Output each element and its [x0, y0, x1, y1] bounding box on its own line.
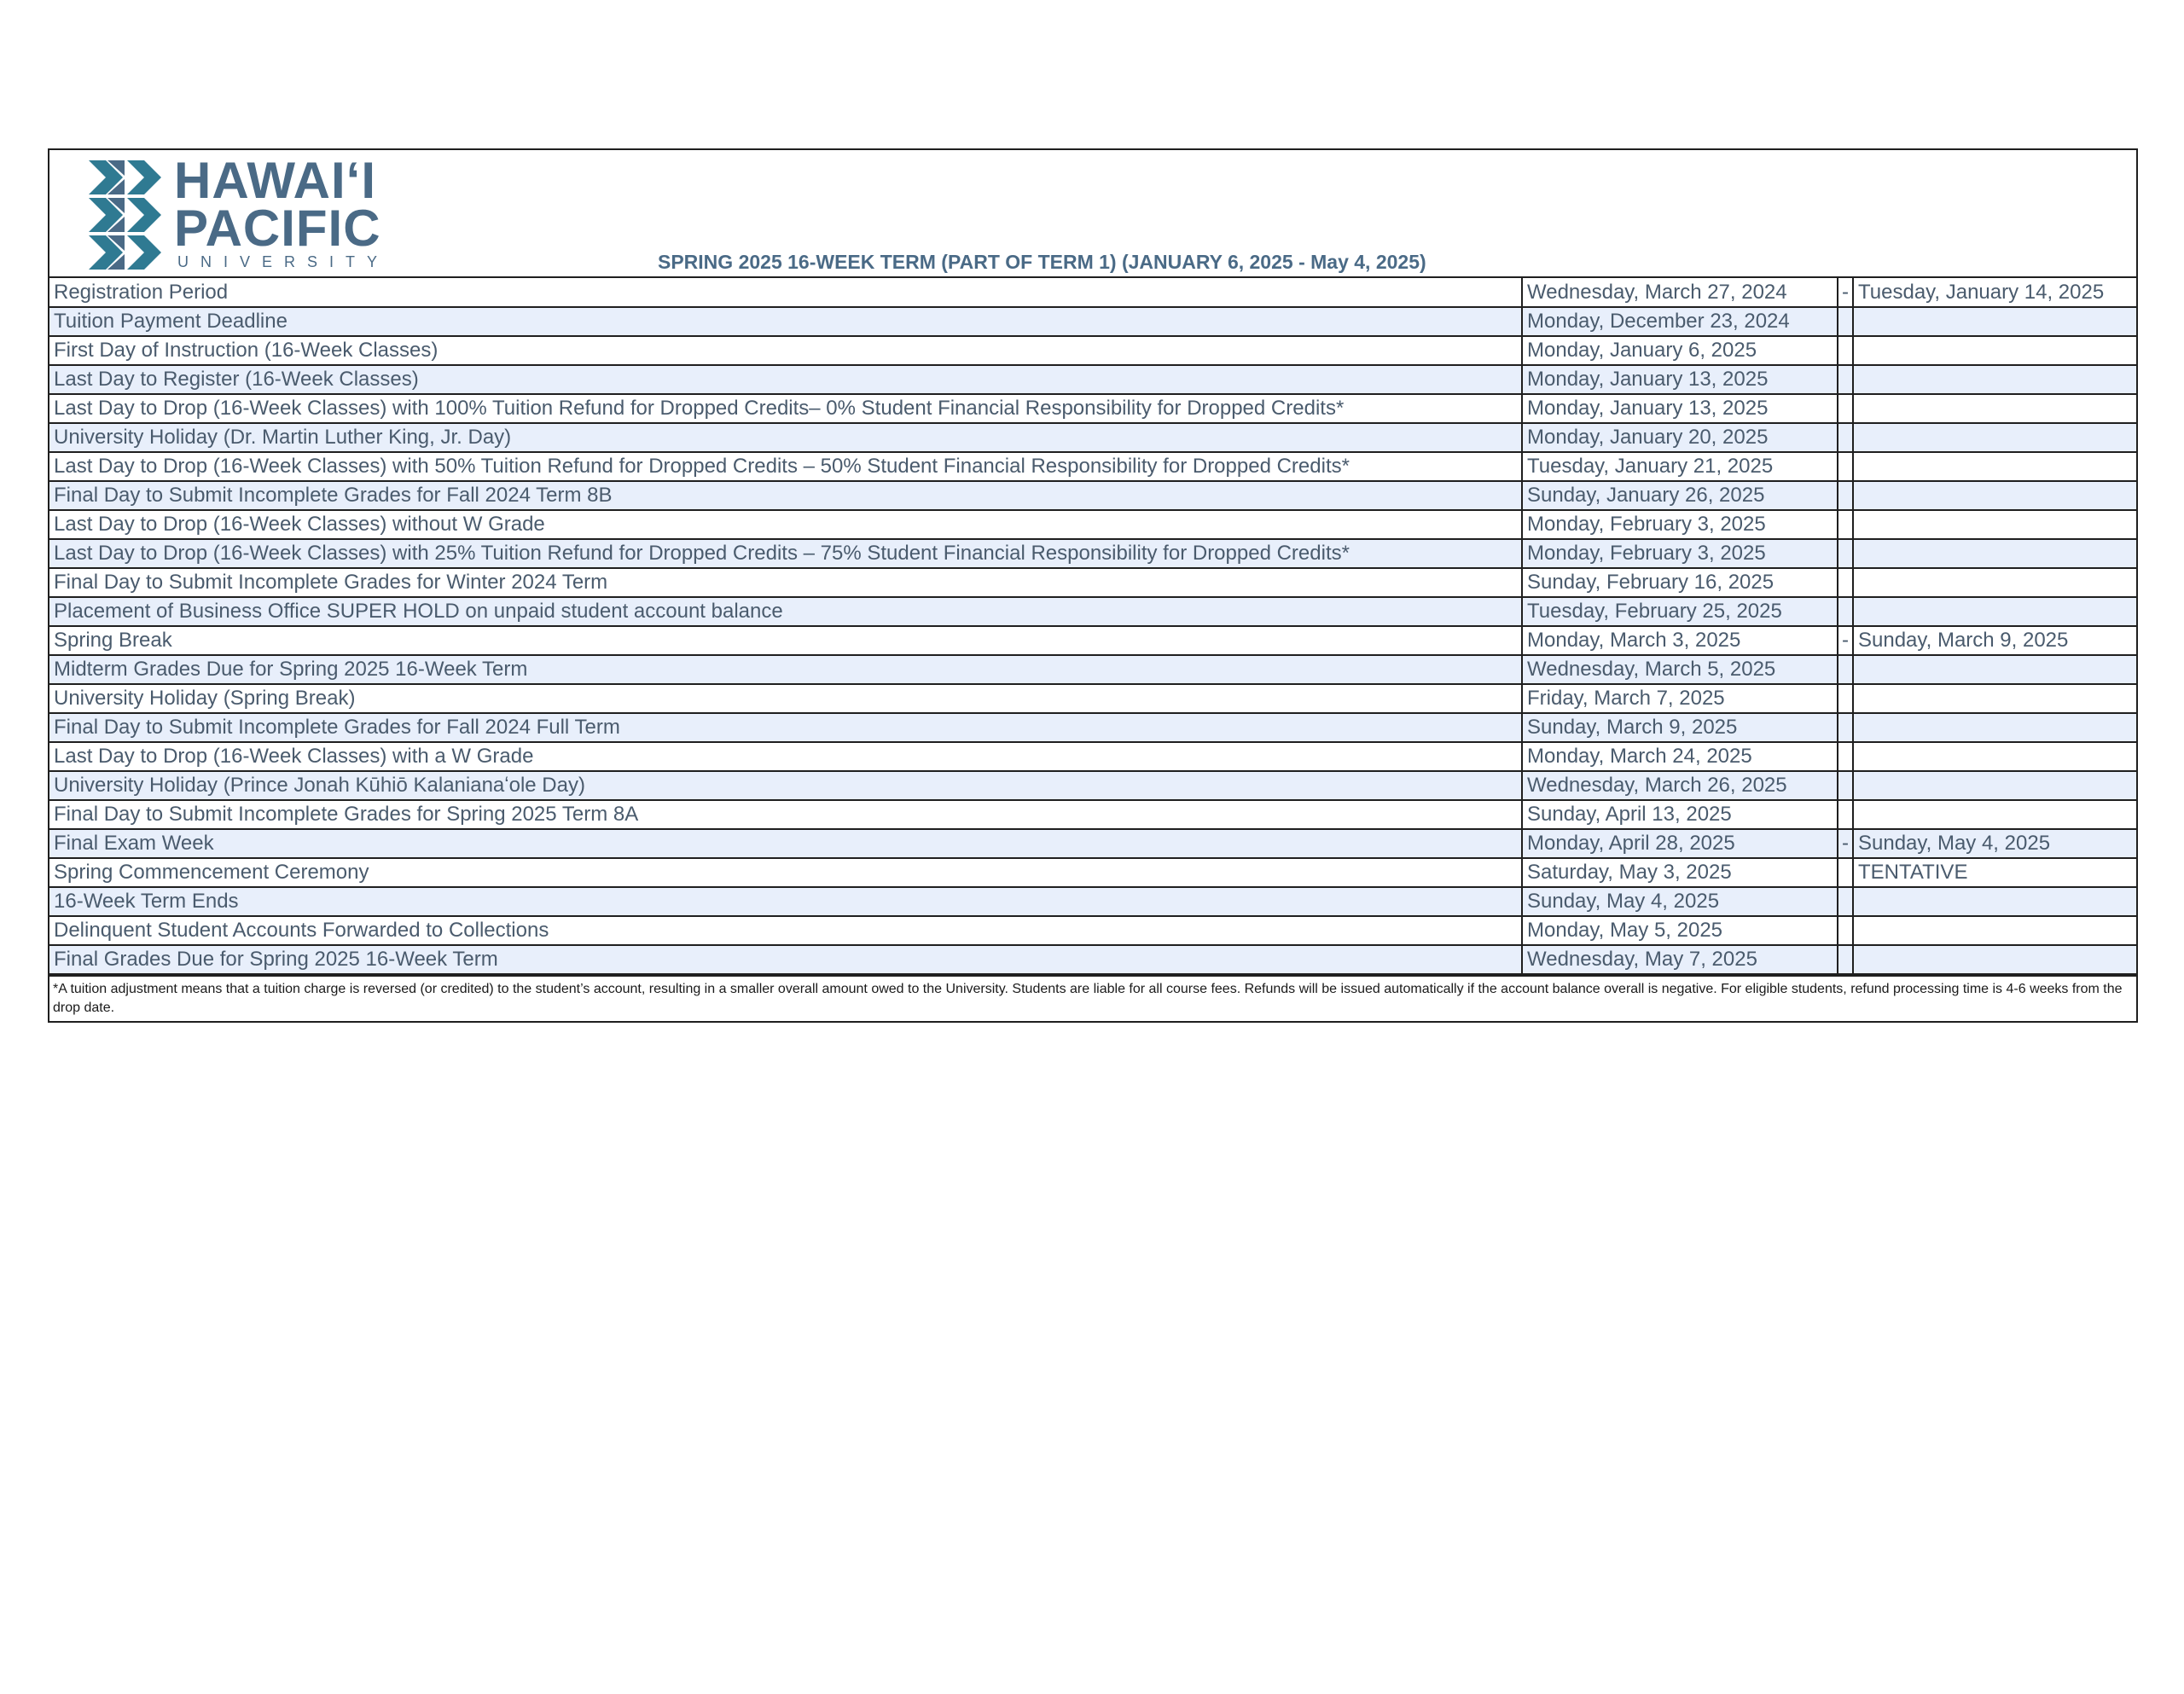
end-date-cell: [1853, 887, 2136, 916]
table-row: [49, 800, 2136, 829]
end-date-cell: [1853, 481, 2136, 510]
start-date-cell: Friday, March 7, 2025: [1522, 684, 1838, 713]
end-date-cell: [1853, 916, 2136, 945]
end-date-cell: [1853, 597, 2136, 626]
table-row: [49, 655, 2136, 684]
table-row: [49, 597, 2136, 626]
start-date-cell: Wednesday, May 7, 2025: [1522, 945, 1838, 974]
event-cell: University Holiday (Prince Jonah Kūhiō Kalanianaʻole Day): [49, 771, 1522, 800]
event-cell: Last Day to Register (16-Week Classes): [49, 365, 1522, 394]
range-separator-cell: [1838, 510, 1853, 539]
end-date-cell: [1853, 365, 2136, 394]
table-row: [49, 365, 2136, 394]
end-date-cell: [1853, 800, 2136, 829]
end-date-cell: [1853, 510, 2136, 539]
event-cell: Final Day to Submit Incomplete Grades for Winter 2024 Term: [49, 568, 1522, 597]
table-row: [49, 858, 2136, 887]
range-separator-cell: [1838, 365, 1853, 394]
start-date-cell: Wednesday, March 26, 2025: [1522, 771, 1838, 800]
start-date-cell: Monday, January 13, 2025: [1522, 365, 1838, 394]
end-date-cell: TENTATIVE: [1853, 858, 2136, 887]
range-separator-cell: [1838, 452, 1853, 481]
table-row: [49, 307, 2136, 336]
start-date-cell: Sunday, May 4, 2025: [1522, 887, 1838, 916]
table-row: [49, 336, 2136, 365]
end-date-cell: [1853, 684, 2136, 713]
table-row: [49, 626, 2136, 655]
end-date-cell: [1853, 655, 2136, 684]
start-date-cell: Tuesday, January 21, 2025: [1522, 452, 1838, 481]
event-cell: Last Day to Drop (16-Week Classes) with 25% Tuition Refund for Dropped Credits – 75% Student Financial Responsibility for Dropped Credits*: [49, 539, 1522, 568]
range-separator-cell: [1838, 597, 1853, 626]
table-row: [49, 510, 2136, 539]
table-row: [49, 423, 2136, 452]
table-row: [49, 684, 2136, 713]
range-separator-cell: -: [1838, 829, 1853, 858]
table-row: [49, 278, 2136, 307]
start-date-cell: Sunday, April 13, 2025: [1522, 800, 1838, 829]
university-logo: [89, 152, 447, 270]
start-date-cell: Wednesday, March 5, 2025: [1522, 655, 1838, 684]
start-date-cell: Sunday, January 26, 2025: [1522, 481, 1838, 510]
start-date-cell: Monday, January 6, 2025: [1522, 336, 1838, 365]
event-cell: Registration Period: [49, 278, 1522, 307]
table-row: [49, 887, 2136, 916]
schedule-body: [49, 278, 2136, 974]
end-date-cell: [1853, 452, 2136, 481]
event-cell: Final Exam Week: [49, 829, 1522, 858]
sheet-header: [49, 150, 2136, 278]
event-cell: Tuition Payment Deadline: [49, 307, 1522, 336]
event-cell: Final Grades Due for Spring 2025 16-Week Term: [49, 945, 1522, 974]
event-cell: 16-Week Term Ends: [49, 887, 1522, 916]
start-date-cell: Sunday, February 16, 2025: [1522, 568, 1838, 597]
term-title: SPRING 2025 16-WEEK TERM (PART OF TERM 1) (JANUARY 6, 2025 - May 4, 2025): [658, 251, 1426, 273]
range-separator-cell: [1838, 568, 1853, 597]
end-date-cell: [1853, 713, 2136, 742]
range-separator-cell: [1838, 336, 1853, 365]
start-date-cell: Monday, January 20, 2025: [1522, 423, 1838, 452]
end-date-cell: [1853, 336, 2136, 365]
start-date-cell: Monday, December 23, 2024: [1522, 307, 1838, 336]
range-separator-cell: [1838, 916, 1853, 945]
range-separator-cell: [1838, 394, 1853, 423]
event-cell: Final Day to Submit Incomplete Grades for Spring 2025 Term 8A: [49, 800, 1522, 829]
start-date-cell: Monday, March 24, 2025: [1522, 742, 1838, 771]
range-separator-cell: [1838, 481, 1853, 510]
end-date-cell: [1853, 307, 2136, 336]
end-date-cell: [1853, 423, 2136, 452]
table-row: [49, 481, 2136, 510]
logo-wordmark-line1: HAWAIʻI: [174, 152, 377, 209]
range-separator-cell: [1838, 684, 1853, 713]
end-date-cell: Sunday, March 9, 2025: [1853, 626, 2136, 655]
start-date-cell: Monday, February 3, 2025: [1522, 510, 1838, 539]
start-date-cell: Wednesday, March 27, 2024: [1522, 278, 1838, 307]
event-cell: Spring Commencement Ceremony: [49, 858, 1522, 887]
start-date-cell: Tuesday, February 25, 2025: [1522, 597, 1838, 626]
range-separator-cell: [1838, 858, 1853, 887]
table-row: [49, 742, 2136, 771]
end-date-cell: [1853, 945, 2136, 974]
range-separator-cell: [1838, 539, 1853, 568]
table-row: [49, 568, 2136, 597]
range-separator-cell: [1838, 423, 1853, 452]
hpu-logo-icon: [89, 160, 166, 270]
event-cell: First Day of Instruction (16-Week Classes): [49, 336, 1522, 365]
event-cell: Last Day to Drop (16-Week Classes) without W Grade: [49, 510, 1522, 539]
start-date-cell: Monday, March 3, 2025: [1522, 626, 1838, 655]
end-date-cell: Sunday, May 4, 2025: [1853, 829, 2136, 858]
range-separator-cell: -: [1838, 626, 1853, 655]
table-row: [49, 394, 2136, 423]
table-row: [49, 945, 2136, 974]
range-separator-cell: [1838, 887, 1853, 916]
event-cell: Last Day to Drop (16-Week Classes) with a W Grade: [49, 742, 1522, 771]
table-row: [49, 713, 2136, 742]
event-cell: Final Day to Submit Incomplete Grades for Fall 2024 Term 8B: [49, 481, 1522, 510]
event-cell: Spring Break: [49, 626, 1522, 655]
start-date-cell: Saturday, May 3, 2025: [1522, 858, 1838, 887]
range-separator-cell: [1838, 945, 1853, 974]
start-date-cell: Monday, January 13, 2025: [1522, 394, 1838, 423]
range-separator-cell: -: [1838, 278, 1853, 307]
schedule-table: [49, 278, 2136, 975]
range-separator-cell: [1838, 800, 1853, 829]
event-cell: University Holiday (Spring Break): [49, 684, 1522, 713]
event-cell: Last Day to Drop (16-Week Classes) with 100% Tuition Refund for Dropped Credits– 0% Student Financial Responsibility for Dropped Credits*: [49, 394, 1522, 423]
logo-wordmark-line2: PACIFIC: [174, 200, 381, 257]
event-cell: Last Day to Drop (16-Week Classes) with 50% Tuition Refund for Dropped Credits – 50% Student Financial Responsibility for Dropped Credits*: [49, 452, 1522, 481]
table-row: [49, 539, 2136, 568]
range-separator-cell: [1838, 655, 1853, 684]
event-cell: Placement of Business Office SUPER HOLD on unpaid student account balance: [49, 597, 1522, 626]
calendar-sheet: [48, 148, 2138, 1023]
start-date-cell: Monday, February 3, 2025: [1522, 539, 1838, 568]
start-date-cell: Sunday, March 9, 2025: [1522, 713, 1838, 742]
range-separator-cell: [1838, 771, 1853, 800]
range-separator-cell: [1838, 307, 1853, 336]
table-row: [49, 452, 2136, 481]
table-row: [49, 771, 2136, 800]
table-row: [49, 829, 2136, 858]
end-date-cell: [1853, 771, 2136, 800]
start-date-cell: Monday, April 28, 2025: [1522, 829, 1838, 858]
start-date-cell: Monday, May 5, 2025: [1522, 916, 1838, 945]
event-cell: Final Day to Submit Incomplete Grades for Fall 2024 Full Term: [49, 713, 1522, 742]
range-separator-cell: [1838, 713, 1853, 742]
end-date-cell: [1853, 568, 2136, 597]
footnote: *A tuition adjustment means that a tuition charge is reversed (or credited) to the student’s account, resulting in a smaller overall amount owed to the University. Students are liable for all course fees. Refunds will be issued automatically if the account balance overall is negative. For eligible students, refund processing time is 4-6 weeks from the drop date.: [49, 975, 2136, 1021]
range-separator-cell: [1838, 742, 1853, 771]
end-date-cell: [1853, 394, 2136, 423]
end-date-cell: [1853, 742, 2136, 771]
end-date-cell: [1853, 539, 2136, 568]
logo-wordmark-line3: UNIVERSITY: [177, 253, 390, 270]
end-date-cell: Tuesday, January 14, 2025: [1853, 278, 2136, 307]
event-cell: University Holiday (Dr. Martin Luther King, Jr. Day): [49, 423, 1522, 452]
table-row: [49, 916, 2136, 945]
event-cell: Delinquent Student Accounts Forwarded to Collections: [49, 916, 1522, 945]
event-cell: Midterm Grades Due for Spring 2025 16-Week Term: [49, 655, 1522, 684]
